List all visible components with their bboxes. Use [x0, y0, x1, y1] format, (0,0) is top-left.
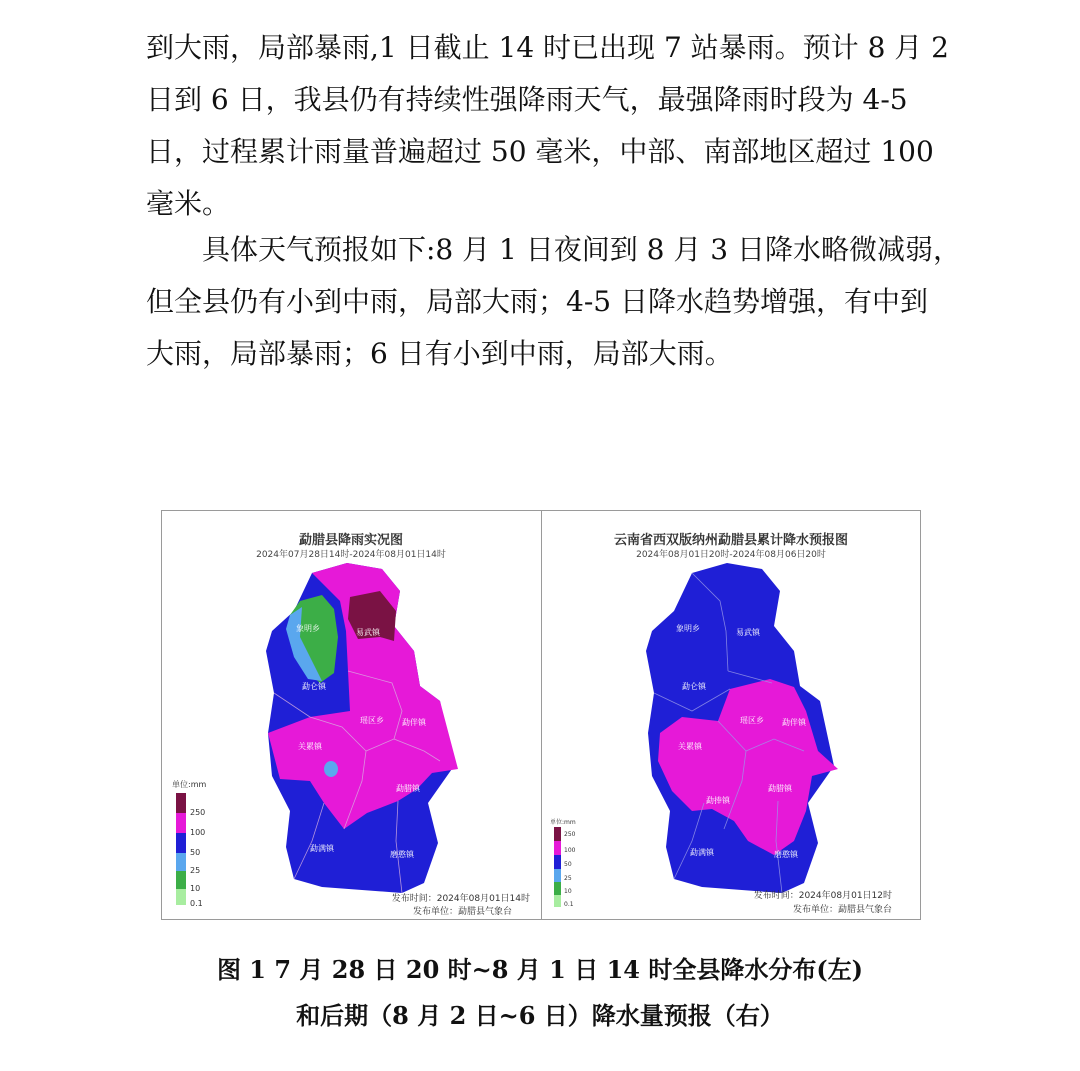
legend-unit: 单位:mm	[550, 819, 576, 826]
township-label: 勐伴镇	[402, 718, 426, 727]
legend-swatch-10	[554, 882, 561, 895]
map-title: 勐腊县降雨实况图	[298, 533, 403, 548]
legend-swatch-50	[554, 855, 561, 869]
legend-value: 25	[564, 875, 572, 882]
township-label: 勐满镇	[310, 844, 334, 853]
publisher: 发布单位：勐腊县气象台	[412, 907, 512, 917]
publish-time: 发布时间：2024年08月01日14时	[391, 894, 530, 904]
township-label: 勐仑镇	[682, 682, 706, 691]
figure-caption-line-2: 和后期（8 月 2 日~6 日）降水量预报（右）	[296, 1001, 784, 1030]
township-label: 象明乡	[296, 624, 320, 633]
legend-unit: 单位:mm	[172, 780, 207, 789]
township-label: 磨憨镇	[774, 850, 798, 859]
legend-swatch-100	[176, 813, 186, 833]
legend-value: 0.1	[190, 899, 203, 908]
legend-swatch-0-1	[176, 889, 186, 905]
township-label: 易武镇	[736, 628, 760, 637]
text-line: 到大雨，局部暴雨,1 日截止 14 时已出现 7 站暴雨。预计 8 月 2	[146, 31, 949, 64]
township-label: 关累镇	[298, 742, 322, 751]
township-label: 关累镇	[678, 742, 702, 751]
text-line: 大雨，局部暴雨；6 日有小到中雨，局部大雨。	[146, 337, 733, 370]
legend-swatch-25	[176, 853, 186, 871]
text-line: 具体天气预报如下:8 月 1 日夜间到 8 月 3 日降水略微减弱，	[202, 233, 961, 266]
legend-value: 50	[564, 861, 572, 868]
text-line: 但全县仍有小到中雨，局部大雨；4-5 日降水趋势增强，有中到	[146, 285, 928, 318]
text-line: 日，过程累计雨量普遍超过 50 毫米，中部、南部地区超过 100	[146, 135, 934, 168]
township-label: 磨憨镇	[390, 850, 414, 859]
county-region-lightblue	[324, 761, 338, 777]
text-line: 日到 6 日，我县仍有持续性强降雨天气，最强降雨时段为 4-5	[146, 83, 908, 116]
legend-value: 100	[564, 847, 576, 854]
township-label: 勐满镇	[690, 848, 714, 857]
township-label: 勐捧镇	[706, 796, 730, 805]
map-subtitle: 2024年07月28日14时-2024年08月01日14时	[256, 550, 446, 560]
legend-swatch-25	[554, 869, 561, 882]
map-title: 云南省西双版纳州勐腊县累计降水预报图	[613, 533, 848, 548]
township-label: 瑶区乡	[740, 716, 764, 725]
figure-caption-line-1: 图 1 7 月 28 日 20 时~8 月 1 日 14 时全县降水分布(左)	[216, 955, 864, 984]
township-label: 象明乡	[676, 624, 700, 633]
legend-value: 0.1	[564, 901, 574, 908]
legend-swatch-0-1	[554, 895, 561, 907]
township-label: 易武镇	[356, 628, 380, 637]
observed-rainfall-map-panel	[162, 511, 540, 919]
legend-value: 250	[190, 808, 206, 817]
township-label: 勐腊镇	[396, 784, 420, 793]
forecast-rainfall-map-panel	[541, 511, 920, 919]
paragraph-rain-summary	[146, 22, 949, 230]
rainfall-legend	[172, 779, 232, 909]
legend-value: 25	[190, 866, 201, 875]
legend-value: 10	[190, 884, 201, 893]
legend-value: 250	[564, 831, 576, 838]
text-line: 毫米。	[146, 187, 231, 220]
legend-swatch-100	[554, 841, 561, 855]
township-label: 勐伴镇	[782, 718, 806, 727]
map-subtitle: 2024年08月01日20时-2024年08月06日20时	[636, 550, 826, 560]
paragraph-forecast-detail	[146, 224, 961, 380]
legend-value: 50	[190, 848, 201, 857]
publisher: 发布单位：勐腊县气象台	[792, 905, 892, 915]
legend-value: 100	[190, 828, 206, 837]
township-label: 勐仑镇	[302, 682, 326, 691]
publish-time: 发布时间：2024年08月01日12时	[753, 891, 892, 901]
township-label: 勐腊镇	[768, 784, 792, 793]
legend-swatch-50	[176, 833, 186, 853]
rainfall-legend	[550, 817, 600, 917]
legend-swatch-250	[554, 827, 561, 841]
rainfall-figure	[161, 510, 921, 920]
legend-value: 10	[564, 888, 572, 895]
legend-swatch-10	[176, 871, 186, 889]
township-label: 瑶区乡	[360, 716, 384, 725]
legend-swatch-250	[176, 793, 186, 813]
